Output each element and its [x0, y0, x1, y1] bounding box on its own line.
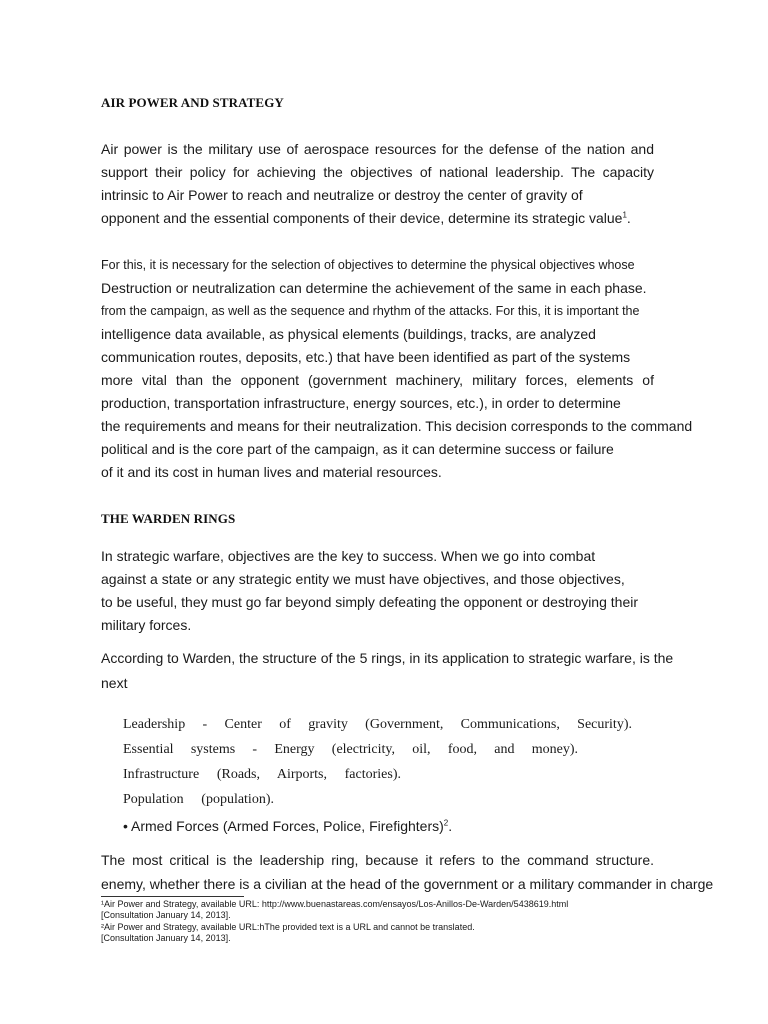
para1-line-4-text: opponent and the essential components of their device, determine its strategic value	[101, 210, 623, 226]
ring-item-infrastructure: Infrastructure (Roads, Airports, factories).	[123, 767, 401, 782]
para2-line-6: more vital than the opponent (government machinery, military forces, elements of	[101, 372, 654, 388]
ring-item-armed-forces	[123, 818, 452, 834]
para1-line-4	[101, 210, 631, 226]
ring-item-armed-forces-end: .	[448, 818, 453, 834]
para2-line-5: communication routes, deposits, etc.) that have been identified as part of the systems	[101, 349, 631, 365]
para5-line-1: The most critical is the leadership ring, because it refers to the command structure.	[101, 852, 654, 868]
ring-item-armed-forces-text: • Armed Forces (Armed Forces, Police, Firefighters)	[123, 818, 444, 834]
footnote-separator	[101, 896, 244, 897]
para2-line-2: Destruction or neutralization can determine the achievement of the same in each phase.	[101, 280, 647, 296]
footnote-ref-1[interactable]: 1	[622, 210, 627, 220]
para3-line-1: In strategic warfare, objectives are the key to success. When we go into combat	[101, 548, 596, 564]
footnote-2-line-1: ²Air Power and Strategy, available URL:hThe provided text is a URL and cannot be translated.	[101, 922, 475, 932]
para2-line-7: production, transportation infrastructure, energy sources, etc.), in order to determine	[101, 395, 621, 411]
para2-line-3: from the campaign, as well as the sequence and rhythm of the attacks. For this, it is important the	[101, 304, 640, 318]
section-heading-air-power: AIR POWER AND STRATEGY	[101, 95, 284, 110]
para1-line-1: Air power is the military use of aerospace resources for the defense of the nation and	[101, 141, 654, 157]
footnote-ref-2[interactable]: 2	[443, 818, 449, 828]
para2-line-8: the requirements and means for their neutralization. This decision corresponds to the command	[101, 418, 693, 434]
para3-line-2: against a state or any strategic entity we must have objectives, and those objectives,	[101, 571, 625, 587]
para2-line-1: For this, it is necessary for the selection of objectives to determine the physical objectives whose	[101, 258, 635, 272]
footnote-2-line-2: [Consultation January 14, 2013].	[101, 933, 231, 943]
para5-line-2: enemy, whether there is a civilian at the head of the government or a military commander in charge	[101, 876, 714, 892]
para1-line-2: support their policy for achieving the objectives of national leadership. The capacity	[101, 164, 654, 180]
para2-line-9: political and is the core part of the campaign, as it can determine success or failure	[101, 441, 614, 457]
para1-line-3: intrinsic to Air Power to reach and neutralize or destroy the center of gravity of	[101, 187, 583, 203]
para3-line-3: to be useful, they must go far beyond simply defeating the opponent or destroying their	[101, 594, 638, 610]
section-heading-warden: THE WARDEN RINGS	[101, 511, 236, 526]
para2-line-4: intelligence data available, as physical elements (buildings, tracks, are analyzed	[101, 326, 596, 342]
para4-line-1: According to Warden, the structure of the 5 rings, in its application to strategic warfare, is the	[101, 650, 674, 666]
para4-line-2: next	[101, 675, 128, 691]
footnote-1-line-2: [Consultation January 14, 2013].	[101, 910, 231, 920]
ring-item-population: Population (population).	[123, 792, 274, 807]
ring-item-leadership: Leadership - Center of gravity (Government, Communications, Security).	[123, 717, 632, 732]
footnote-1-line-1: ¹Air Power and Strategy, available URL: http://www.buenastareas.com/ensayos/Los-Anillos-De-Warden/5438619.html	[101, 899, 569, 909]
para1-end: .	[626, 210, 631, 226]
para2-line-10: of it and its cost in human lives and material resources.	[101, 464, 442, 480]
ring-item-essential-systems: Essential systems - Energy (electricity, oil, food, and money).	[123, 742, 578, 757]
para3-line-4: military forces.	[101, 617, 192, 633]
